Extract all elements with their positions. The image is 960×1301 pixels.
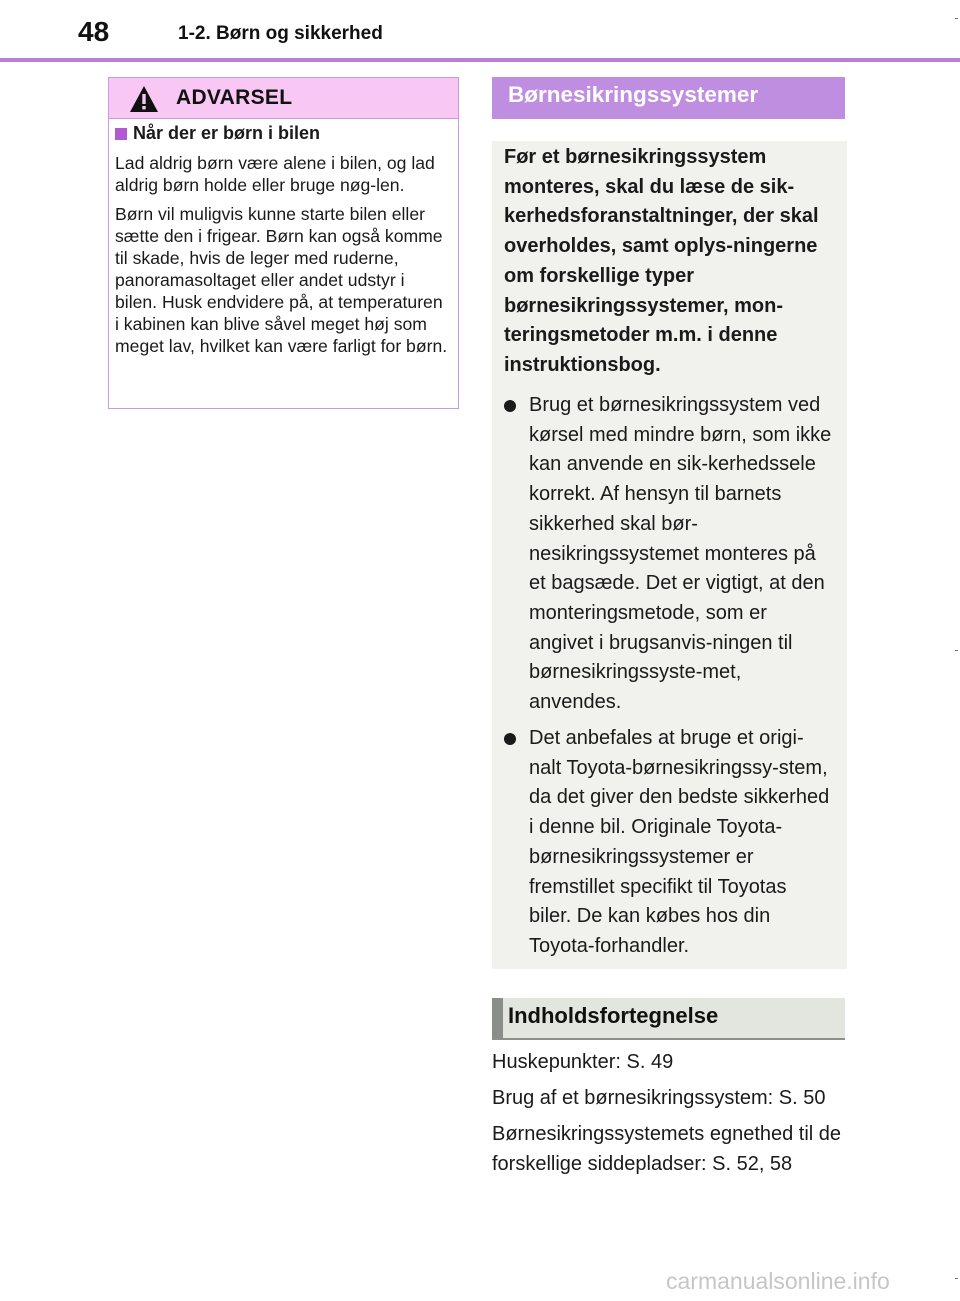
- warning-triangle-icon: [129, 85, 159, 113]
- toc-heading: [492, 998, 845, 1040]
- edge-tick: [955, 1278, 958, 1279]
- bullet-item: [504, 391, 834, 718]
- warning-subheading-text: Når der er børn i bilen: [133, 123, 321, 143]
- info-panel: [492, 141, 847, 969]
- page-number: 48: [78, 16, 110, 47]
- panel-intro: Før et børnesikringssystem monteres, skal du læse de sik-kerhedsforanstaltninger, der skal overholdes, samt oplys-ningerne om forskellige typer børnesikringssystemer, mon-teringsmetoder m.m. i denne instruktionsbog.: [504, 146, 819, 376]
- toc-heading-bar: [492, 998, 503, 1038]
- bullet-item: [504, 724, 834, 962]
- toc-title: Indholdsfortegnelse: [508, 1003, 719, 1028]
- warning-box: [108, 77, 459, 409]
- warning-header: [109, 78, 458, 119]
- bullet-text: Det anbefales at bruge et origi-nalt Toyota-børnesikringssy-stem, da det giver den bedste sikkerhed i denne bil. Originale Toyota-børnesikringssystemer er fremstillet specifikt til Toyotas biler. De kan købes hos din Toyota-forhandler.: [529, 727, 830, 957]
- toc-list: [492, 1048, 845, 1186]
- bullet-dot-icon: [504, 400, 516, 412]
- bullet-dot-icon: [504, 733, 516, 745]
- header-rule: [0, 58, 960, 62]
- edge-tick: [955, 18, 958, 19]
- toc-item[interactable]: Huskepunkter: S. 49: [492, 1051, 674, 1073]
- edge-tick: [955, 650, 958, 651]
- square-bullet-icon: [115, 128, 127, 140]
- bullet-text: Brug et børnesikringssystem ved kørsel med mindre børn, som ikke kan anvende en sik-kerhedssele korrekt. Af hensyn til barnets sikkerhed skal bør-nesikringssystemet monteres på et bagsæde. Det er vigtigt, at den monteringsmetode, som er angivet i brugsanvis-ningen til børnesikringssyste-met, anvendes.: [529, 394, 832, 714]
- warning-paragraph: Lad aldrig børn være alene i bilen, og lad aldrig børn holde eller bruge nøg-len.: [115, 153, 435, 195]
- section-title: 1-2. Børn og sikkerhed: [178, 23, 383, 44]
- section-heading-text: Børnesikringssystemer: [508, 82, 759, 107]
- watermark: carmanualsonline.info: [666, 1268, 890, 1294]
- page-header: [0, 0, 960, 62]
- section-heading: [492, 77, 845, 119]
- toc-item[interactable]: Brug af et børnesikringssystem: S. 50: [492, 1087, 826, 1110]
- warning-title: ADVARSEL: [176, 86, 293, 109]
- toc-item[interactable]: Børnesikringssystemets egnethed til de forskellige siddepladser: S. 52, 58: [492, 1123, 842, 1176]
- warning-subheading: [115, 123, 448, 144]
- warning-body: [109, 119, 458, 357]
- warning-paragraph: Børn vil muligvis kunne starte bilen eller sætte den i frigear. Børn kan også komme til skade, hvis de leger med ruderne, panoramasoltaget eller andet udstyr i bilen. Husk endvidere på, at temperaturen i kabinen kan blive såvel meget høj som meget lav, hvilket kan være farligt for børn.: [115, 204, 448, 356]
